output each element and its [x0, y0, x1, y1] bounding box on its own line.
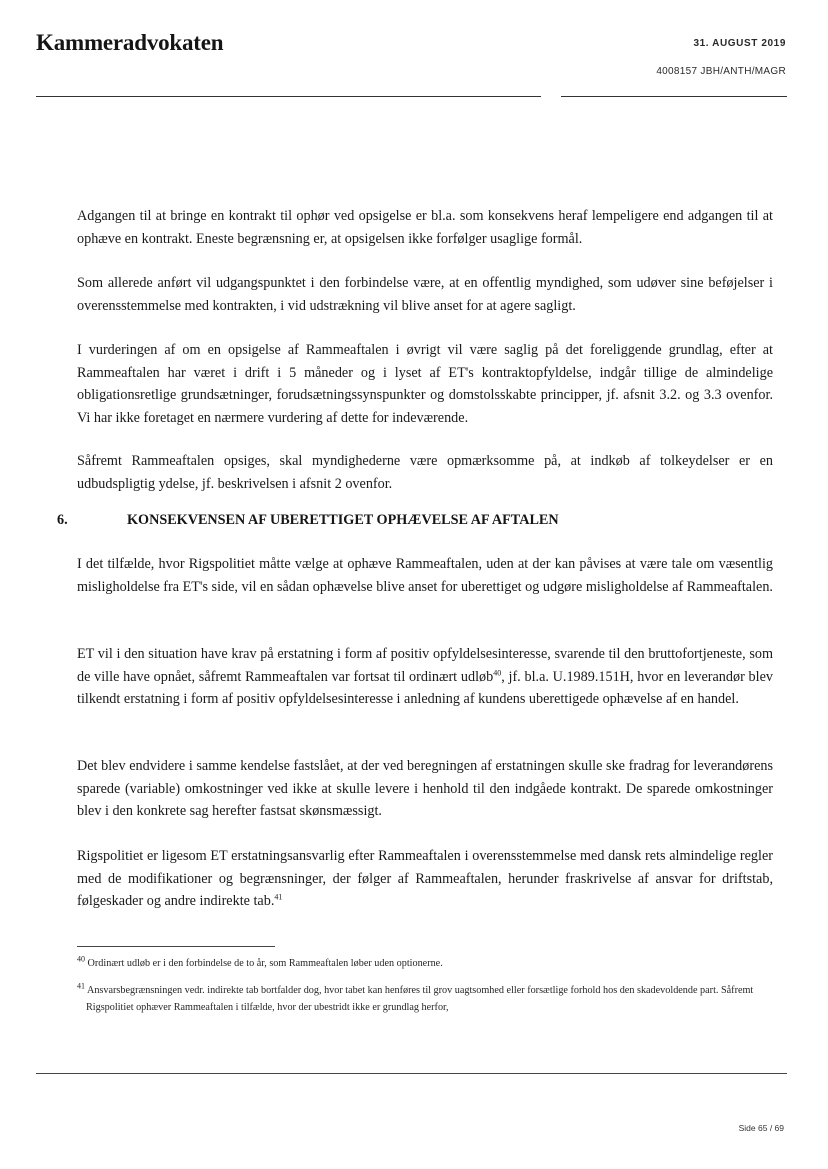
footnote [77, 956, 773, 973]
footnote-ref[interactable]: 41 [274, 892, 283, 902]
footnote-number: 41 [77, 981, 85, 991]
paragraph-text: ET vil i den situation have krav på erstatning i form af positiv opfyldelsesinteresse, svarende til den bruttofortjeneste, som de ville have opnået, såfremt Rammeaftalen var fortsat til ordinært udløb [77, 646, 773, 685]
footnote-ref[interactable]: 40 [493, 667, 502, 677]
page-number: Side 65 / 69 [738, 1123, 784, 1133]
paragraph [77, 643, 773, 711]
footer-divider [36, 1073, 787, 1074]
paragraph-text: , jf. bl.a. U.1989.151H, hvor en leverandør blev tilkendt erstatning i form af positiv opfyldelsesinteresse i anledning af kundens uberettigede ophævelse af en handel. [77, 668, 773, 707]
footnote-number: 40 [77, 954, 85, 964]
document-date: 31. AUGUST 2019 [693, 38, 786, 49]
footnote [77, 983, 782, 1016]
paragraph [77, 845, 773, 913]
document-reference: 4008157 JBH/ANTH/MAGR [656, 66, 786, 77]
paragraph: Såfremt Rammeaftalen opsiges, skal myndighederne være opmærksomme på, at indkøb af tolkeydelser er en udbudspligtig ydelse, jf. beskrivelsen i afsnit 2 ovenfor. [77, 453, 773, 492]
header-divider-left [36, 96, 541, 97]
footnote-text: Ordinært udløb er i den forbindelse de to år, som Rammeaftalen løber uden optionerne. [85, 958, 443, 969]
footnote-divider [77, 946, 275, 947]
header-divider-right [561, 96, 787, 97]
footnote-text: Ansvarsbegrænsningen vedr. indirekte tab bortfalder dog, hvor tabet kan henføres til grov uagtsomhed eller forsætlige forhold hos den skadevoldende part. Såfremt Rigspolitiet ophæver Rammeaftalen i tilfælde, hvor der ubestridt ikke er grundlag herfor, [85, 985, 754, 1013]
document-header-meta [656, 38, 786, 77]
paragraph: Som allerede anført vil udgangspunktet i den forbindelse være, at en offentlig myndighed, som udøver sine beføjelser i overensstemmelse med kontrakten, i vid udstrækning vil blive anset for at agere sagligt. [77, 275, 773, 314]
section-title: KONSEKVENSEN AF UBERETTIGET OPHÆVELSE AF AFTALEN [127, 512, 559, 528]
paragraph: I vurderingen af om en opsigelse af Rammeaftalen i øvrigt vil være saglig på det foreliggende grundlag, efter at Rammeaftalen har været i drift i 5 måneder og i lyset af ET's kontraktopfyldelse, indgår tillige de almindelige obligationsretlige grundsætninger, forudsætningssynspunkter og domstolsskabte principper, jf. afsnit 3.2. og 3.3 ovenfor. Vi har ikke foretaget en nærmere vurdering af dette for indeværende. [77, 342, 773, 426]
paragraph: Adgangen til at bringe en kontrakt til ophør ved opsigelse er bl.a. som konsekvens heraf lempeligere end adgangen til at ophæve en kontrakt. Eneste begrænsning er, at opsigelsen ikke forfølger usaglige formål. [77, 208, 773, 247]
section-number: 6. [57, 512, 68, 528]
paragraph: I det tilfælde, hvor Rigspolitiet måtte vælge at ophæve Rammeaftalen, uden at der kan påvises at være tale om væsentlig misligholdelse fra ET's side, vil en sådan ophævelse blive anset for uberettiget og udgøre misligholdelse af Rammeaftalen. [77, 556, 773, 595]
logo-kammeradvokaten: Kammeradvokaten [36, 30, 224, 55]
paragraph: Det blev endvidere i samme kendelse fastslået, at der ved beregningen af erstatningen skulle ske fradrag for leverandørens sparede (variable) omkostninger ved ikke at skulle levere i henhold til den indgåede kontrakt. De sparede omkostninger blev i den konkrete sag herefter fastsat skønsmæssigt. [77, 758, 773, 819]
paragraph-text: Rigspolitiet er ligesom ET erstatningsansvarlig efter Rammeaftalen i overensstemmelse med dansk rets almindelige regler med de modifikationer og begrænsninger, der følger af Rammeaftalen, herunder fraskrivelse af ansvar for driftstab, følgeskader og andre indirekte tab. [77, 848, 773, 909]
